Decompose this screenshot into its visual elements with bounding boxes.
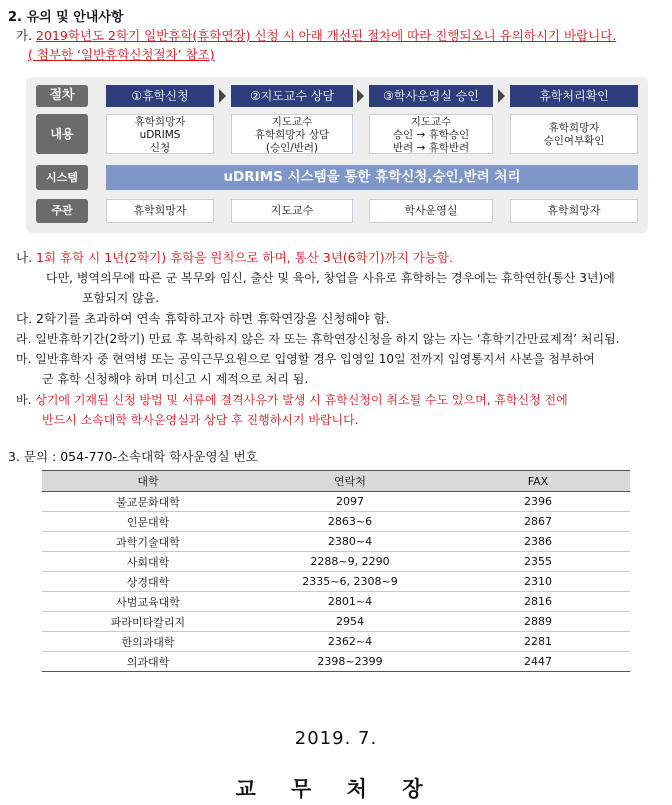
table-row [42, 612, 630, 632]
cell-college: 사회대학 [42, 552, 254, 572]
note-da-marker: 다. [16, 311, 33, 326]
note-na-sub1: 다만, 병역의무에 따른 군 복무와 임신, 출산 및 육아, 창업을 사유로 휴학하는 경우에는 휴학연한(통산 3년)에 [46, 271, 615, 285]
step-1-apply: ①휴학신청 [106, 85, 214, 107]
arrow-right-icon [219, 89, 226, 103]
table-row [42, 592, 630, 612]
note-ba-text1: 상기에 기재된 신청 방법 및 서류에 결격사유가 발생 시 휴학신청이 취소될 수도 있으며, 휴학신청 전에 [35, 393, 568, 407]
note-na-sub2: 포함되지 않음. [82, 291, 160, 305]
contact-table [42, 470, 630, 672]
cell-college: 불교문화대학 [42, 492, 254, 512]
arrow-right-icon [498, 89, 505, 103]
row-label-owner: 주관 [36, 199, 88, 223]
cell-college: 파라미타칼리지 [42, 612, 254, 632]
content-box-4 [510, 114, 638, 154]
note-ra-text: 일반휴학기간(2학기) 만료 후 복학하지 않은 자 또는 휴학연장신청을 하지 않는 자는 ‘휴학기간만료제적’ 처리됨. [35, 332, 620, 346]
table-row [42, 652, 630, 672]
table-row [42, 572, 630, 592]
arrow-right-icon [357, 89, 364, 103]
step-3-approval: ③학사운영실 승인 [369, 85, 493, 107]
cell-phone: 2954 [254, 612, 446, 632]
issuer-signature: 교 무 처 장 [235, 777, 437, 801]
leave-procedure-diagram [26, 77, 648, 233]
cell-fax: 2447 [446, 652, 630, 672]
content-line: 지도교수 [271, 116, 313, 128]
content-box-1 [106, 114, 214, 154]
cell-phone: 2288~9, 2290 [254, 552, 446, 572]
table-row [42, 512, 630, 532]
note-ra-marker: 라. [16, 332, 32, 346]
column-header: FAX [446, 471, 630, 492]
cell-fax: 2310 [446, 572, 630, 592]
section-2-title: 2. 유의 및 안내사항 [8, 10, 124, 25]
owner-box-1: 휴학희망자 [106, 199, 214, 223]
note-ga-marker: 가. [16, 28, 33, 43]
column-header: 대학 [42, 471, 254, 492]
cell-fax: 2396 [446, 492, 630, 512]
row-label-content: 내용 [36, 114, 88, 154]
note-ga [16, 26, 616, 44]
table-header-row [42, 471, 630, 492]
cell-fax: 2889 [446, 612, 630, 632]
cell-fax: 2355 [446, 552, 630, 572]
cell-phone: 2362~4 [254, 632, 446, 652]
content-box-2 [231, 114, 353, 154]
cell-phone: 2801~4 [254, 592, 446, 612]
table-row [42, 532, 630, 552]
document-date: 2019. 7. [294, 728, 378, 749]
column-header: 연락처 [254, 471, 446, 492]
table-row [42, 552, 630, 572]
content-box-3 [369, 114, 493, 154]
cell-college: 과학기술대학 [42, 532, 254, 552]
table-row [42, 632, 630, 652]
content-line: (승인/반려) [265, 142, 319, 154]
note-ba-marker: 바. [16, 393, 32, 407]
note-ba-text2: 반드시 소속대학 학사운영실과 상담 후 진행하시기 바랍니다. [42, 413, 359, 427]
note-ra [16, 330, 620, 348]
system-bar: uDRIMS 시스템을 통한 휴학신청,승인,반려 처리 [106, 165, 638, 190]
cell-college: 사범교육대학 [42, 592, 254, 612]
owner-box-3: 학사운영실 [369, 199, 493, 223]
content-line: 반려 → 휴학반려 [392, 142, 470, 154]
note-da [16, 310, 390, 328]
note-ma-marker: 마. [16, 352, 32, 366]
cell-college: 의과대학 [42, 652, 254, 672]
cell-college: 인문대학 [42, 512, 254, 532]
cell-college: 한의과대학 [42, 632, 254, 652]
note-na [16, 249, 453, 267]
cell-college: 상경대학 [42, 572, 254, 592]
cell-phone: 2380~4 [254, 532, 446, 552]
cell-fax: 2816 [446, 592, 630, 612]
step-4-confirm: 휴학처리확인 [510, 85, 638, 107]
row-label-system: 시스템 [36, 165, 88, 190]
content-line: 휴학희망자 [134, 116, 186, 128]
content-line: 휴학희망자 [548, 122, 600, 134]
table-row [42, 492, 630, 512]
content-line: 신청 [149, 142, 171, 154]
cell-phone: 2398~2399 [254, 652, 446, 672]
owner-box-2: 지도교수 [231, 199, 353, 223]
cell-fax: 2867 [446, 512, 630, 532]
cell-fax: 2386 [446, 532, 630, 552]
cell-phone: 2335~6, 2308~9 [254, 572, 446, 592]
note-ma-text2: 군 휴학 신청해야 하며 미신고 시 제적으로 처리 됨. [42, 372, 309, 386]
note-na-marker: 나. [16, 250, 33, 265]
note-ba [16, 391, 568, 409]
section-3-title: 3. 문의 : 054-770-소속대학 학사운영실 번호 [8, 449, 258, 464]
step-2-advisor: ②지도교수 상담 [231, 85, 353, 107]
content-line: uDRIMS [139, 129, 181, 141]
note-ma-text1: 일반휴학자 중 현역병 또는 공익근무요원으로 입영할 경우 입영일 10일 전까지 입영통지서 사본을 첨부하여 [35, 352, 595, 366]
cell-phone: 2863~6 [254, 512, 446, 532]
row-label-procedure: 절차 [36, 85, 88, 107]
content-line: 지도교수 [410, 116, 452, 128]
cell-phone: 2097 [254, 492, 446, 512]
content-line: 휴학희망자 상담 [254, 129, 330, 141]
note-da-text: 2학기를 초과하여 연속 휴학하고자 하면 휴학연장을 신청해야 함. [36, 311, 390, 326]
note-ma [16, 350, 595, 368]
note-ga-text: 2019학년도 2학기 일반휴학(휴학연장) 신청 시 아래 개선된 절차에 따라 진행되오니 유의하시기 바랍니다. [36, 28, 617, 43]
content-line: 승인여부확인 [543, 135, 605, 147]
owner-box-4: 휴학희망자 [510, 199, 638, 223]
note-ga-ref: ( 첨부한 ‘일반휴학신청절차’ 참조) [28, 47, 215, 62]
content-line: 승인 → 휴학승인 [392, 129, 470, 141]
note-na-text: 1회 휴학 시 1년(2학기) 휴학을 원칙으로 하며, 통산 3년(6학기)까지 가능함. [36, 250, 453, 265]
cell-fax: 2281 [446, 632, 630, 652]
